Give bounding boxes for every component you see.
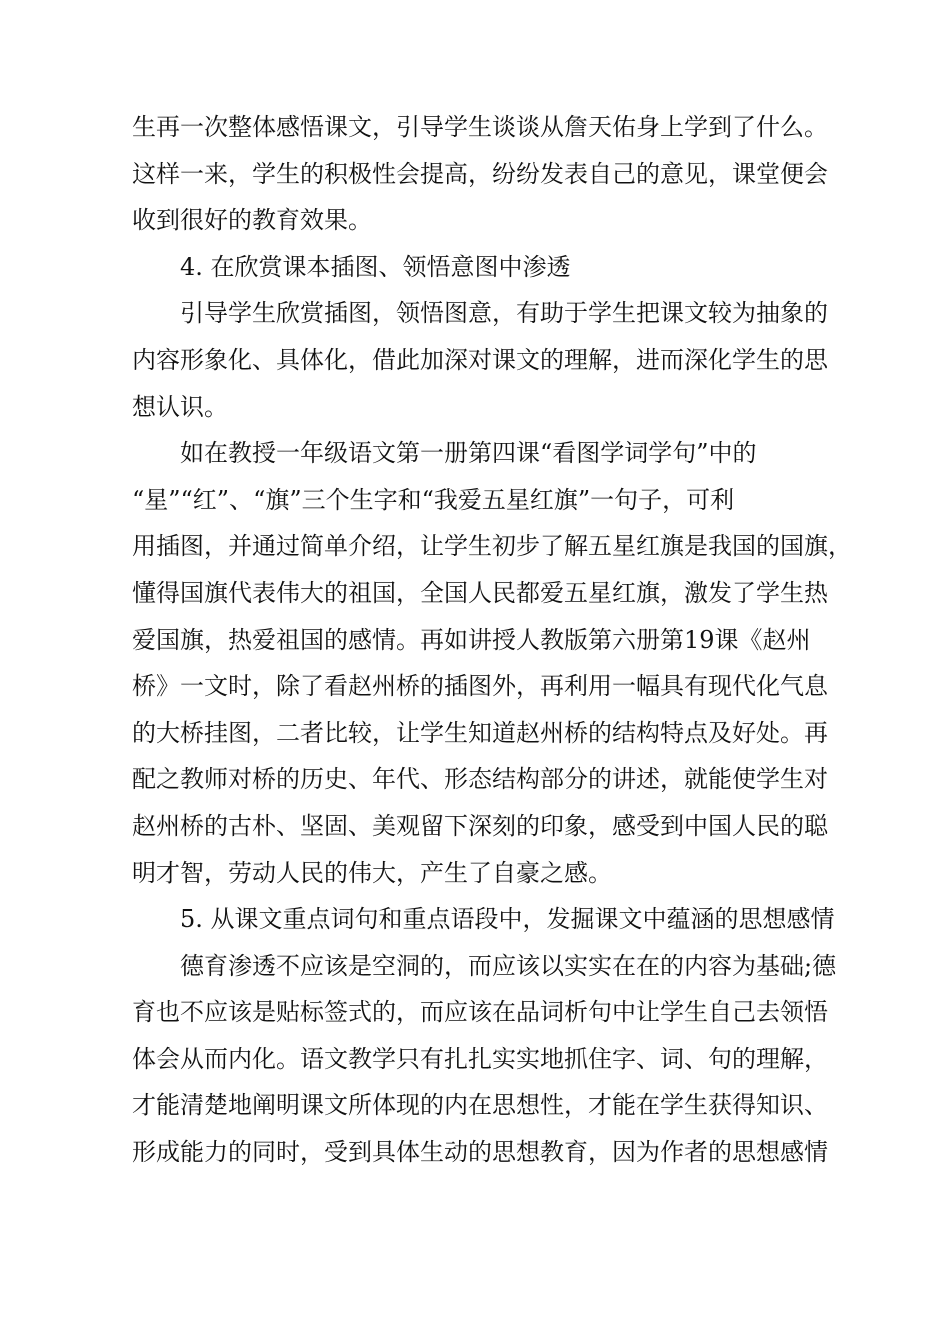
body-text	[132, 104, 852, 1176]
text-line: 爱国旗，热爱祖国的感情。再如讲授人教版第六册第19课《赵州	[132, 625, 811, 654]
text-line: 育也不应该是贴标签式的，而应该在品词析句中让学生自己去领悟	[132, 998, 828, 1027]
text-line: 明才智，劳动人民的伟大，产生了自豪之感。	[132, 858, 612, 887]
text-line: 这样一来，学生的积极性会提高，纷纷发表自己的意见，课堂便会	[132, 159, 828, 188]
text-line: 的大桥挂图，二者比较，让学生知道赵州桥的结构特点及好处。再	[132, 718, 828, 747]
text-line: “星”“红”、“旗”三个生字和“我爱五星红旗”一句子，可利	[132, 485, 735, 514]
text-line: 生再一次整体感悟课文，引导学生谈谈从詹天佑身上学到了什么。	[132, 113, 828, 141]
text-line: 才能清楚地阐明课文所体现的内在思想性，才能在学生获得知识、	[132, 1091, 828, 1120]
section-heading-5: 5. 从课文重点词句和重点语段中，发掘课文中蕴涵的思想感情	[180, 905, 835, 934]
text-line: 想认识。	[132, 392, 228, 421]
text-line: 形成能力的同时，受到具体生动的思想教育，因为作者的思想感情	[132, 1138, 828, 1167]
text-line: 赵州桥的古朴、坚固、美观留下深刻的印象，感受到中国人民的聪	[132, 811, 828, 840]
text-line: 懂得国旗代表伟大的祖国，全国人民都爱五星红旗，激发了学生热	[132, 578, 828, 607]
paragraph-start: 德育渗透不应该是空洞的，而应该以实实在在的内容为基础;德	[180, 951, 837, 980]
text-line: 配之教师对桥的历史、年代、形态结构部分的讲述，就能使学生对	[132, 765, 828, 794]
text-line: 用插图，并通过简单介绍，让学生初步了解五星红旗是我国的国旗，	[132, 532, 852, 561]
section-heading-4: 4. 在欣赏课本插图、领悟意图中渗透	[180, 252, 571, 281]
text-line: 桥》一文时，除了看赵州桥的插图外，再利用一幅具有现代化气息	[132, 672, 828, 701]
paragraph-start: 引导学生欣赏插图，领悟图意，有助于学生把课文较为抽象的	[180, 299, 828, 328]
text-line: 体会从而内化。语文教学只有扎扎实实地抓住字、词、句的理解，	[132, 1044, 828, 1073]
text-line: 收到很好的教育效果。	[132, 206, 372, 235]
paragraph-start: 如在教授一年级语文第一册第四课“看图学词学句”中的	[180, 439, 757, 468]
text-line: 内容形象化、具体化，借此加深对课文的理解，进而深化学生的思	[132, 345, 828, 374]
